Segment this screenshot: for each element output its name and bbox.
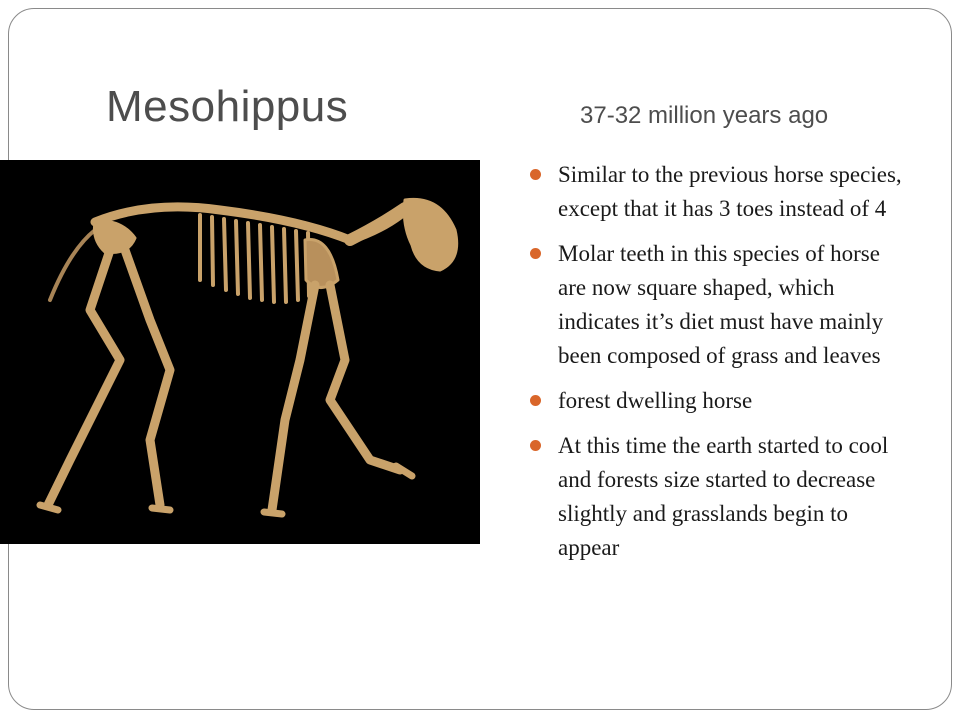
- bullet-dot-icon: [530, 440, 541, 451]
- bullet-item: [528, 429, 908, 565]
- bullet-dot-icon: [530, 395, 541, 406]
- bullet-item: [528, 237, 908, 373]
- slide-title: Mesohippus: [106, 82, 349, 131]
- bullet-item: [528, 158, 908, 226]
- bullet-text: Molar teeth in this species of horse are now square shaped, which indicates it’s diet must have mainly been composed of grass and leaves: [558, 241, 884, 368]
- bullet-dot-icon: [530, 248, 541, 259]
- bullet-text: Similar to the previous horse species, except that it has 3 toes instead of 4: [558, 162, 902, 221]
- bullet-text: At this time the earth started to cool and forests size started to decrease slightly and grasslands begin to appear: [558, 433, 889, 560]
- horse-skeleton-icon: [0, 160, 480, 544]
- bullet-dot-icon: [530, 169, 541, 180]
- horse-skeleton-photo: [0, 160, 480, 544]
- bullet-list: [528, 158, 908, 576]
- slide-subtitle: 37-32 million years ago: [580, 102, 829, 129]
- bullet-item: [528, 384, 908, 418]
- bullet-text: forest dwelling horse: [558, 388, 753, 413]
